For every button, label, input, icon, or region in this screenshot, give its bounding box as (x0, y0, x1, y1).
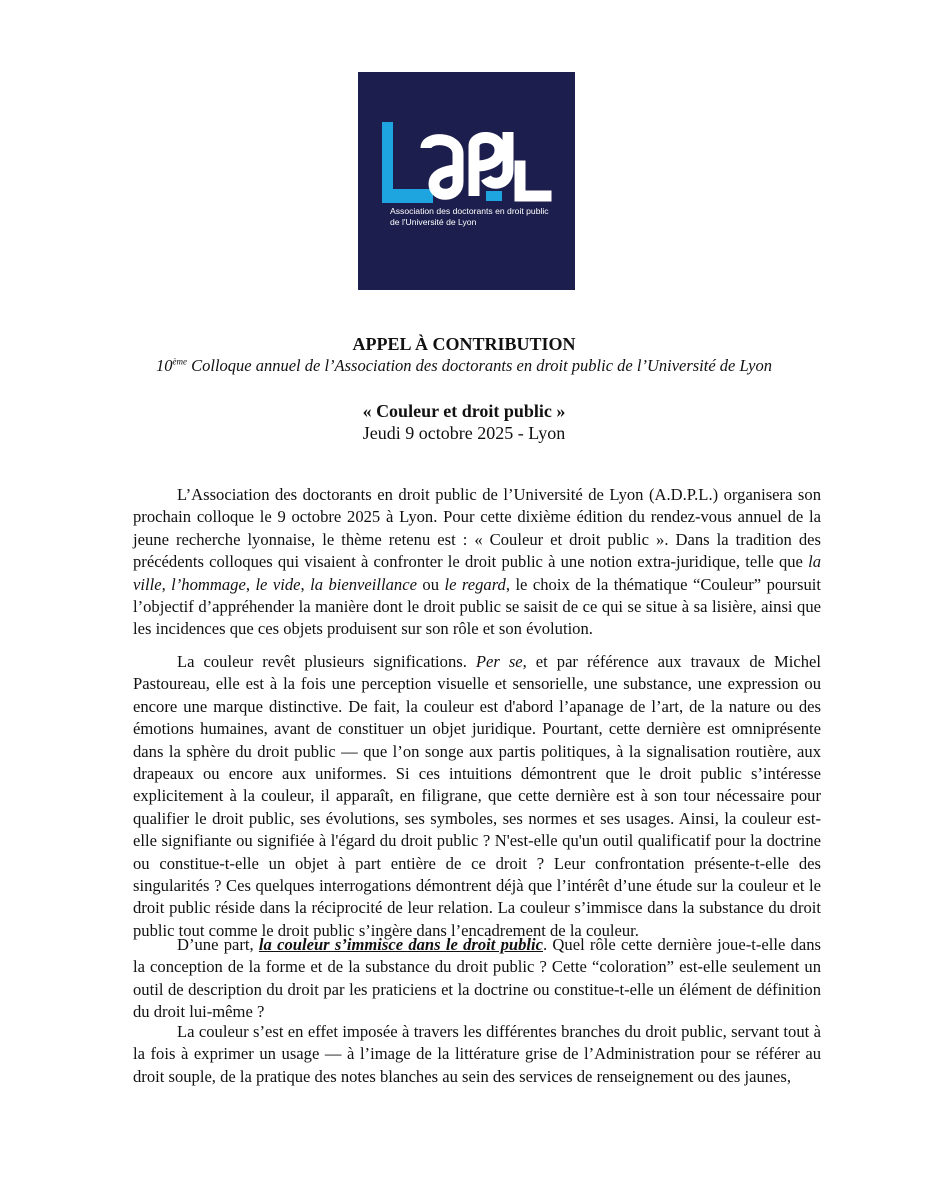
subtitle-number: 10 (155, 356, 173, 375)
paragraph-intro: L’Association des doctorants en droit public de l’Université de Lyon (A.D.P.L.) organisera son prochain colloque le 9 octobre 2025 à Lyon. Pour cette dixième édition du rendez-vous annuel de la jeune recherche lyonnaise, le thème retenu est : « Couleur et droit public ». Dans la tradition des précédents colloques qui visaient à confronter le droit public à une notion extra-juridique, telle que la ville, l’hommage, le vide, la bienveillance ou le regard, le choix de la thématique “Couleur” poursuit l’objectif d’appréhender la manière dont le droit public se saisit de ce qui se situe à sa lisière, ainsi que les incidences que ces objets produisent sur son rôle et son évolution. (133, 485, 821, 639)
subtitle-text: Colloque annuel de l’Association des doctorants en droit public de l’Université de Lyon (186, 356, 773, 375)
paragraph-branches: La couleur s’est en effet imposée à travers les différentes branches du droit public, servant tout à la fois à exprimer un usage — à l’image de la littérature grise de l’Administration pour se référer au droit souple, de la pratique des notes blanches au sein des services de renseignement ou des jaunes, (133, 1022, 821, 1086)
colloquium-date: Jeudi 9 octobre 2025 - Lyon (362, 423, 566, 443)
document-subtitle (0, 356, 928, 376)
paragraph-first-part: D’une part, la couleur s’immisce dans le droit public. Quel rôle cette dernière joue-t-elle dans la conception de la forme et de la substance du droit public ? Cette “coloration” est-elle seulement un outil de description du droit par les praticiens et la doctrine ou constitue-t-elle un élément de définition du droit lui-même ? (133, 935, 821, 1022)
association-logo (358, 72, 575, 290)
emphasized-thesis: la couleur s’immisce dans le droit public (258, 935, 544, 954)
logo-caption (390, 206, 549, 228)
document-title: APPEL À CONTRIBUTION (352, 334, 576, 354)
subtitle-superscript: ème (172, 356, 187, 367)
logo-caption-line1: Association des doctorants en droit public (390, 206, 549, 216)
colloquium-theme: « Couleur et droit public » (362, 401, 566, 421)
paragraph-significations: La couleur revêt plusieurs significations. Per se, et par référence aux travaux de Michel Pastoureau, elle est à la fois une perception visuelle et sensorielle, une substance, une expression ou encore une marque distinctive. De fait, la couleur est d'abord l’apanage de l’art, de la nature ou des émotions humaines, avant de constituer un objet juridique. Pourtant, cette dernière est omniprésente dans la sphère du droit public — que l’on songe aux partis politiques, à la signalisation routière, aux drapeaux ou encore aux uniformes. Si ces intuitions démontrent que le droit public s’intéresse explicitement à la couleur, il apparaît, en filigrane, que cette dernière est à son tour nécessaire pour qualifier le droit public, ses évolutions, ses symboles, ses normes et ses usages. Ainsi, la couleur est-elle signifiante ou signifiée à l'égard du droit public ? N'est-elle qu'un outil qualificatif pour la doctrine ou constitue-t-elle un objet à part entière de ce droit ? Leur confrontation présente-t-elle des singularités ? Ces quelques interrogations démontrent déjà que l’intérêt d’une étude sur la couleur et le droit public réside dans la réciprocité de leur relation. La couleur s’immisce dans la substance du droit public tout comme le droit public s’ingère dans l’encadrement de la couleur. (133, 652, 822, 940)
logo-caption-line2: de l'Université de Lyon (390, 217, 477, 227)
logo-mark-icon (382, 122, 552, 204)
